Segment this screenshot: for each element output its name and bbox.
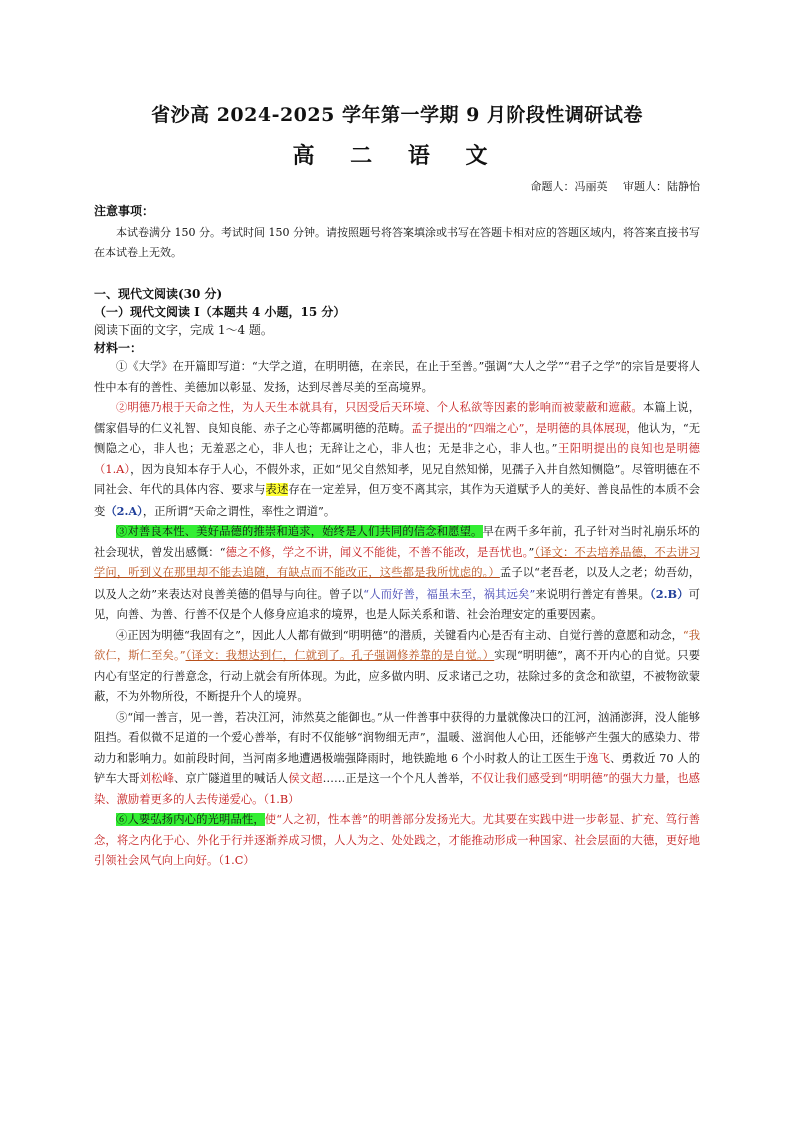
reading-instruction: 阅读下面的文字，完成 1～4 题。 [94, 323, 273, 337]
quote-brown: “我欲仁，斯仁至矣。” [94, 628, 700, 662]
paragraph-1: ①《大学》在开篇即写道：“大学之道，在明明德，在亲民，在止于至善。”强调“大人之学”“君子之学”的宗旨是要将人性中本有的善性、美德加以彰显、发扬，达到尽善尽美的至高境界。 [94, 360, 700, 394]
text-span: 本篇上说，儒家倡导的仁义礼智、良知良能、赤子之心等都属明德的范畴。 [94, 401, 700, 435]
answer-marker: （2.A） [105, 503, 143, 518]
highlight-green: ⑥人要弘扬内心的光明品性， [116, 813, 265, 826]
notes-heading: 注意事项： [94, 204, 155, 218]
text-span: 孟子以“老吾老，以及人之老；幼吾幼，以及人之幼”来表达对良善美德的倡导与向往。曾子以 [94, 566, 701, 601]
name-red: 刘松峰 [139, 772, 175, 785]
subpart-heading: （一）现代文阅读 I（本题共 4 小题，15 分） [94, 305, 346, 319]
text-span: ，正所谓“天命之谓性，率性之谓道”。 [142, 504, 336, 518]
notes-body: 本试卷满分 150 分。考试时间 150 分钟。请按照题号将答案填涂或书写在答题卡相对应的答题区域内，将答案直接书写在本试卷上无效。 [94, 226, 700, 259]
text-span: ，因为良知本存于人心，不假外求，正如“见父自然知孝，见兄自然知悌，见孺子入井自然知恻隐”。尽管明德在不同社会、年代的具体内容、要求与 [94, 462, 700, 496]
paragraph-5 [94, 708, 700, 811]
name-red: 侯文超 [288, 772, 323, 785]
text-span: 来说明行善定有善果。 [535, 587, 650, 601]
name-red: 逸飞 [587, 751, 610, 765]
paragraph-6 [94, 810, 700, 872]
highlight-yellow: 表述 [265, 483, 289, 496]
subject-title: 高 二 语 文 [292, 143, 502, 169]
author-line [94, 178, 700, 194]
text-span: 他认为，“无恻隐之心，非人也；无羞恶之心，非人也；无辞让之心，非人也；无是非之心，非人也。” [94, 421, 700, 455]
translation-note: （译文：不去培养品德，不去讲习学问，听到义在那里却不能去追随，有缺点而不能改正，这些都是我所忧虑的。） [94, 545, 700, 579]
reviewer-label: 审题人：陆静怡 [623, 180, 700, 193]
text-span: ……正是这一个个凡人善举， [322, 772, 472, 785]
annotation-red: 使“人之初，性本善”的明善部分发扬光大。尤其要在实践中进一步彰显、扩充、笃行善念，将之内化于心、外化于行并逐渐养成习惯，人人为之、处处践之，才能推动形成一种国家、社会层面的大德，更好地引领社会风气向上向好。（1.C） [94, 813, 700, 867]
annotation-red: ②明德乃根于天命之性，为人天生本就具有，只因受后天环境、个人私欲等因素的影响而被蒙蔽和遮蔽。 [116, 401, 643, 414]
text-span: ” [528, 545, 535, 559]
annotation-red: 不仅让我们感受到“明明德”的强大力量，也感染、激励着更多的人去传递爱心。（1.B） [94, 772, 700, 806]
setter-label: 命题人：冯丽英 [530, 180, 608, 193]
exam-title: 省沙高 2024-2025 学年第一学期 9 月阶段性调研试卷 [151, 104, 643, 126]
text-span: 存在一定差异，但万变不离其宗，其作为天道赋予人的美好、善良品性的本质不会变 [94, 483, 700, 518]
text-span: ④正因为明德“我固有之”，因此人人都有做到“明明德”的潜质，关键看内心是否有主动、自觉行善的意愿和动念， [116, 628, 683, 642]
annotation-red: 德之不修，学之不讲，闻义不能徙，不善不能改，是吾忧也。 [225, 545, 529, 559]
annotation-red: 孟子提出的“四端之心”，是明德的具体展现， [410, 421, 638, 435]
paragraph-2 [94, 398, 700, 522]
translation-note: （译文：我想达到仁，仁就到了。孔子强调修养靠的是自觉。） [185, 649, 495, 662]
highlight-green: ③对善良本性、美好品德的推崇和追求，始终是人们共同的信念和愿望。 [116, 525, 483, 538]
annotation-red: 王阳明提出的良知也是明德（1.A） [94, 442, 700, 476]
text-span: 、勇救近 70 人的铲车大哥 [94, 751, 700, 785]
quote-purple: “人而好善，福虽未至，祸其远矣” [363, 587, 536, 601]
text-span: 早在两千多年前，孔子针对当时礼崩乐坏的社会现状，曾发出感慨：“ [94, 525, 700, 559]
paragraph-4 [94, 626, 700, 708]
answer-marker: （2.B） [649, 586, 689, 601]
text-span: 可见，向善、为善、行善不仅是个人修身应追求的境界，也是人际关系和谐、社会治理安定的重要因素。 [94, 587, 700, 621]
text-span: 、京广隧道里的喊话人 [174, 772, 289, 785]
material-label: 材料一： [94, 341, 143, 355]
exam-page [94, 100, 700, 872]
part-heading: 一、现代文阅读(30 分) [94, 287, 223, 301]
text-span: ⑤“闻一善言，见一善，若决江河，沛然莫之能御也。”从一件善事中获得的力量就像决口的江河，汹涌澎湃，没人能够阻挡。看似微不足道的一个爱心善举，有时不仅能够“润物细无声”，温暖、滋润他人心田，还能够产生强大的感染力、带动力和影响力。如前段时间，当河南多地遭遇极端强降雨时，地铁跪地 6 个小时救人的让工医生于 [94, 710, 700, 765]
text-span: 实现“明明德”，离不开内心的自觉。只要内心有坚定的行善意念，行动上就会有所体现。为此，应多做内明、反求诸己之功，祛除过多的贪念和欲望，不被物欲蒙蔽，不为外物所役，不断提升个人的境界。 [94, 649, 700, 703]
paragraph-3 [94, 522, 700, 626]
